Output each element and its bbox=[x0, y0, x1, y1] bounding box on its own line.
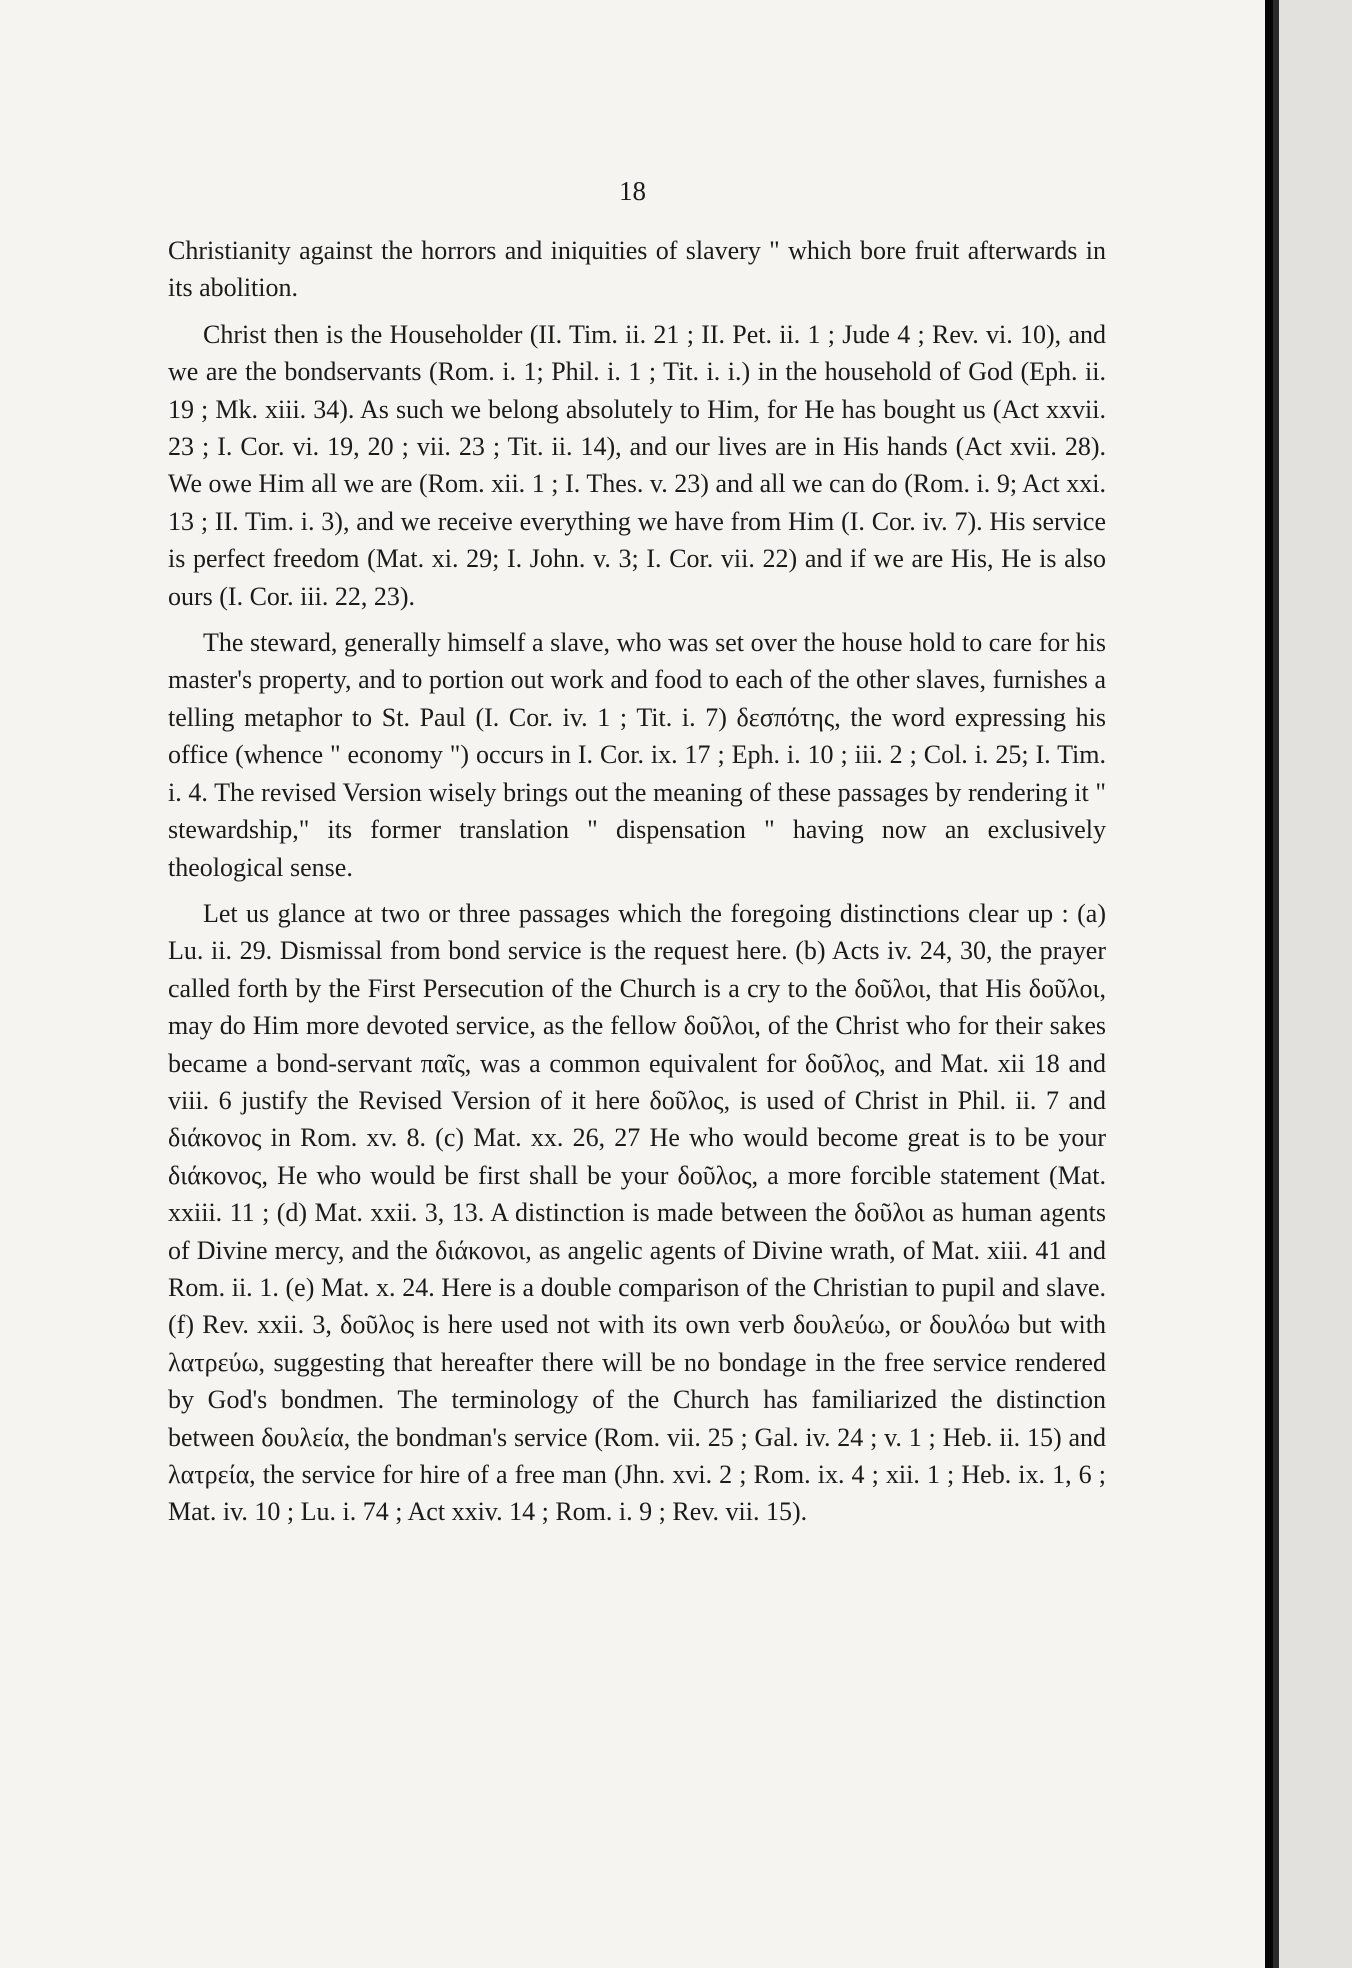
paragraph-4: Let us glance at two or three passages which the foregoing distinctions clear up : (a) Lu. ii. 29. Dismissal from bond service is the request here. (b) Acts iv. 24, 30, the prayer called forth by the First Persecution of the Church is a cry to the δοῦλοι, that His δοῦλοι, may do Him more devoted service, as the fellow δοῦλοι, of the Christ who for their sakes became a bond-servant παῖς, was a common equivalent for δοῦλος, and Mat. xii 18 and viii. 6 justify the Revised Version of it here δοῦλος, is used of Christ in Phil. ii. 7 and διάκονος in Rom. xv. 8. (c) Mat. xx. 26, 27 He who would become great is to be your διάκονος, He who would be first shall be your δοῦλος, a more forcible statement (Mat. xxiii. 11 ; (d) Mat. xxii. 3, 13. A distinction is made between the δοῦλοι as human agents of Divine mercy, and the διάκονοι, as angelic agents of Divine wrath, of Mat. xiii. 41 and Rom. ii. 1. (e) Mat. x. 24. Here is a double comparison of the Christian to pupil and slave. (f) Rev. xxii. 3, δοῦλος is here used not with its own verb δουλεύω, or δουλόω but with λατρεύω, suggesting that hereafter there will be no bondage in the free service rendered by God's bondmen. The terminology of the Church has familiarized the distinction between δουλεία, the bondman's service (Rom. vii. 25 ; Gal. iv. 24 ; v. 1 ; Heb. ii. 15) and λατρεία, the service for hire of a free man (Jhn. xvi. 2 ; Rom. ix. 4 ; xii. 1 ; Heb. ix. 1, 6 ; Mat. iv. 10 ; Lu. i. 74 ; Act xxiv. 14 ; Rom. i. 9 ; Rev. vii. 15). bbox=[168, 898, 1106, 1527]
paragraph-2: Christ then is the Householder (II. Tim. ii. 21 ; II. Pet. ii. 1 ; Jude 4 ; Rev. vi. 10), and we are the bondservants (Rom. i. 1; Phil. i. 1 ; Tit. i. i.) in the household of God (Eph. ii. 19 ; Mk. xiii. 34). As such we belong absolutely to Him, for He has bought us (Act xxvii. 23 ; I. Cor. vi. 19, 20 ; vii. 23 ; Tit. ii. 14), and our lives are in His hands (Act xvii. 28). We owe Him all we are (Rom. xii. 1 ; I. Thes. v. 23) and all we can do (Rom. i. 9; Act xxi. 13 ; II. Tim. i. 3), and we receive everything we have from Him (I. Cor. iv. 7). His service is perfect freedom (Mat. xi. 29; I. John. v. 3; I. Cor. vii. 22) and if we are His, He is also ours (I. Cor. iii. 22, 23). bbox=[168, 319, 1106, 611]
page-number: 18 bbox=[619, 176, 646, 206]
paragraph-3: The steward, generally himself a slave, who was set over the house hold to care for his master's property, and to portion out work and food to each of the other slaves, furnishes a telling metaphor to St. Paul (I. Cor. iv. 1 ; Tit. i. 7) δεσπότης, the word expressing his office (whence " economy ") occurs in I. Cor. ix. 17 ; Eph. i. 10 ; iii. 2 ; Col. i. 25; I. Tim. i. 4. The revised Version wisely brings out the meaning of these passages by rendering it " stewardship," its former translation " dispensation " having now an exclusively theological sense. bbox=[168, 628, 1106, 882]
adjacent-page-shadow bbox=[1273, 0, 1279, 1968]
page-gutter bbox=[1265, 0, 1273, 1968]
adjacent-page-edge bbox=[1273, 0, 1352, 1968]
body-text bbox=[168, 232, 1106, 1531]
paragraph-1: Christianity against the horrors and iniquities of slavery " which bore fruit afterwards in its abolition. bbox=[168, 236, 1106, 303]
